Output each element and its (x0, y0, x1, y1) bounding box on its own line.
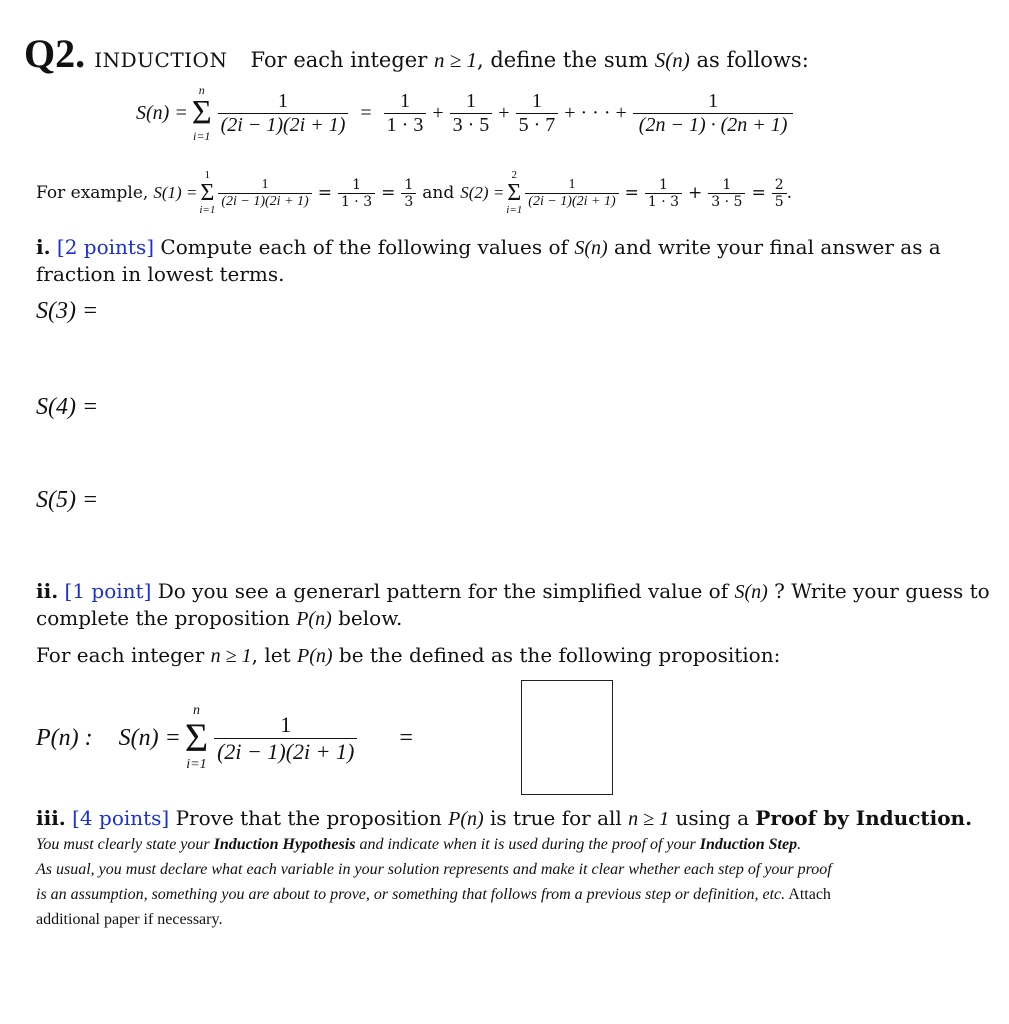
sigma-lower: i=1 (193, 129, 211, 143)
example-s1: S(1) = (153, 183, 198, 202)
definition-lhs: S(n) = (136, 101, 188, 124)
intro-pre: For each integer (250, 48, 434, 72)
example-line: For example, S(1) = 1 Σ i=1 $\frac{1}{(2i - 1)(2i + 1)}$ = $\frac{1}{1 \cdot 3}$ = $\frac{1}{3}$ and S(2) = 2 Σ i=1 $\frac{1}{(2i - 1)(2i + 1)}$ = $\frac{1}{1 \cdot 3}$ + $\frac{1}{3 \cdot 5}$ = $\frac{2}{5}$ . (36, 169, 793, 216)
example-a: $\frac{1}{1 \cdot 3}$ (338, 177, 375, 210)
example-s2: S(2) = (460, 183, 505, 202)
answer-s3: S(3) = (36, 298, 99, 324)
part-iii-points: [4 points] (72, 806, 170, 830)
proposition-label: P(n) : (36, 724, 93, 751)
part-iii-label: iii. (36, 806, 66, 830)
question-header (24, 30, 809, 77)
term-3: $\frac{1}{5 \cdot 7}$ (516, 90, 559, 137)
part-i-prompt: i. [2 points] Compute each of the following values of S(n) and write your final answer as a fraction in lowest terms. (36, 235, 941, 286)
intro-sn: S(n) (654, 48, 690, 72)
answer-s4: S(4) = (36, 394, 99, 420)
example-and: and (422, 183, 455, 203)
example-c: $\frac{1}{1 \cdot 3}$ (645, 177, 682, 210)
term-1: $\frac{1}{1 \cdot 3}$ (384, 90, 427, 137)
example-d: $\frac{1}{3 \cdot 5}$ (708, 177, 745, 210)
question-number: Q2. (24, 31, 86, 76)
example-b: $\frac{1}{3}$ (401, 177, 416, 210)
intro-mid: , define the sum (476, 48, 655, 72)
term-n: $\frac{1}{(2n - 1) \cdot (2n + 1)}$ (633, 90, 794, 137)
definition-formula: S(n) = n Σ i=1 $\frac{1}{(2i - 1)(2i + 1)}$ = $\frac{1}{1 \cdot 3}$ + $\frac{1}{3 \cdot 5}$ + $\frac{1}{5 \cdot 7}$ + · · · + $\frac{1}{(2n - 1) \cdot (2n + 1)}$ (136, 84, 793, 142)
part-i-points: [2 points] (56, 235, 155, 259)
proposition-formula: P(n) : S(n) = n Σ i=1 $\frac{1}{(2i - 1)(2i + 1)}$ = (36, 703, 413, 772)
part-iii-prompt: iii. [4 points] Prove that the proposition P(n) is true for all n ≥ 1 using a Proof by Induction. You must clearly state your Induction Hypothesis and indicate when it is used during the proof of your Induction Step. As usual, you must declare what each variable in your solution represents and make it clear whether each step of your proof is an assumption, something you are about to prove, or something that follows from a previous step or definition, etc. Attach additional paper if necessary. (36, 806, 973, 928)
intro-text (251, 48, 809, 72)
sigma-glyph: Σ (191, 94, 212, 131)
sigma-upper: n (198, 83, 205, 97)
question-topic: INDUCTION (94, 48, 228, 72)
proposition-term: $\frac{1}{(2i - 1)(2i + 1)}$ (214, 712, 357, 765)
intro-post: as follows: (689, 48, 809, 72)
example-term-2: $\frac{1}{(2i - 1)(2i + 1)}$ (525, 177, 618, 210)
answer-s5: S(5) = (36, 487, 99, 513)
example-e: $\frac{2}{5}$ (772, 177, 787, 210)
example-term-1: $\frac{1}{(2i - 1)(2i + 1)}$ (218, 177, 311, 210)
example-label: For example, (36, 183, 149, 203)
part-ii-points: [1 point] (64, 579, 152, 603)
proposition-sigma: n Σ i=1 (184, 703, 209, 772)
part-ii-label: ii. (36, 579, 59, 603)
part-ii-prompt: ii. [1 point] Do you see a generarl pattern for the simplified value of S(n) ? Write your guess to complete the proposition P(n) below. For each integer n ≥ 1, let P(n) be the defined as the following proposition: (36, 579, 990, 667)
intro-condition: n ≥ 1 (433, 48, 477, 72)
sigma-symbol (192, 84, 212, 142)
proposition-answer-box[interactable] (521, 680, 613, 795)
example-sigma-1: 1 Σ i=1 (199, 169, 216, 216)
example-sigma-2: 2 Σ i=1 (506, 169, 523, 216)
proposition-lhs: S(n) = (118, 724, 181, 751)
part-i-label: i. (36, 235, 51, 259)
general-term: $\frac{1}{(2i - 1)(2i + 1)}$ (218, 90, 349, 137)
term-2: $\frac{1}{3 \cdot 5}$ (450, 90, 493, 137)
